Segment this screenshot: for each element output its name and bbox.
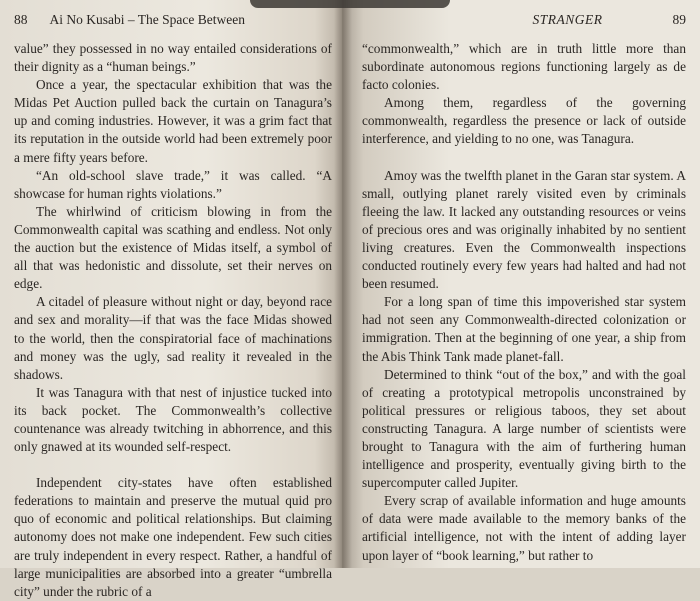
book-top-band — [250, 0, 450, 8]
paragraph: Among them, regardless of the governing commonwealth, regardless the presence or lack of outside interference, and yielding to no one, was Tanagura. — [362, 95, 686, 147]
paragraph: For a long span of time this impoverished star system had not seen any Commonwealth-directed colonization or immigration. Then at the beginning of one year, a ship from the Abis Think Tank made planet-fall. — [362, 294, 686, 364]
paragraph: Once a year, the spectacular exhibition that was the Midas Pet Auction pulled back the curtain on Tanagura’s up and coming industries. However, it was a grim fact that its reputation in the outside world had been extremely poor a mere fifty years before. — [14, 77, 332, 165]
paragraph: A citadel of pleasure without night or day, beyond race and sex and morality—if that was the face Midas showed to the world, then the conspiratorial face of machinations and money was the ugly, sad reality it revealed in the shadows. — [14, 294, 332, 382]
left-page — [0, 0, 342, 599]
left-page-number: 88 — [14, 12, 28, 27]
left-page-body — [14, 40, 332, 601]
paragraph: value” they possessed in no way entailed considerations of their dignity as a “human beings.” — [14, 41, 332, 75]
right-page-header — [362, 12, 686, 36]
paragraph: “commonwealth,” which are in truth little more than subordinate autonomous regions functioning largely as de facto colonies. — [362, 41, 686, 93]
paragraph: Determined to think “out of the box,” and with the goal of creating a prototypical metropolis unconstrained by political pressures or religious taboos, they set about constructing Tanagura. A large number of scientists were brought to Tanagura with the aim of furthering human intelligence and prosperity, eventually giving birth to the supercomputer called Jupiter. — [362, 366, 686, 491]
right-page — [342, 0, 700, 568]
right-page-number: 89 — [672, 12, 686, 27]
paragraph: Every scrap of available information and huge amounts of data were made available to the memory banks of the artificial intelligence, not with the intent of adding layer upon layer of “book learning,” but rather to — [362, 493, 686, 563]
right-page-body — [362, 40, 686, 565]
paragraph: Independent city-states have often established federations to maintain and preserve the mutual quid pro quo of economic and political relationships. But claiming autonomy does not make one independent. Few such cities are truly independent in every respect. Rather, a handful of large municipalities are absorbed into a greater “umbrella city” under the rubric of a — [14, 475, 332, 599]
left-running-head: Ai No Kusabi – The Space Between — [49, 12, 245, 27]
paragraph: Amoy was the twelfth planet in the Garan star system. A small, outlying planet rarely visited even by criminals fleeing the law. It lacked any outstanding resources or veins of precious ores and was originally inhabited by no sentient living creatures. Even the Commonwealth inspections conducted routinely every few years had halted and had not been resumed. — [362, 167, 686, 292]
paragraph: “An old-school slave trade,” it was called. “A showcase for human rights violations.” — [14, 167, 332, 201]
left-page-header — [14, 12, 332, 36]
paragraph: The whirlwind of criticism blowing in from the Commonwealth capital was scathing and endless. Not only the auction but the existence of Midas itself, a symbol of all that was hedonistic and dissolute, set their nerves on edge. — [14, 203, 332, 292]
paragraph: It was Tanagura with that nest of injustice tucked into its back pocket. The Commonwealth’s collective countenance was already twitching in abhorrence, and this only gnawed at its wounded self-respect. — [14, 384, 332, 455]
right-running-head: STRANGER — [532, 12, 603, 27]
